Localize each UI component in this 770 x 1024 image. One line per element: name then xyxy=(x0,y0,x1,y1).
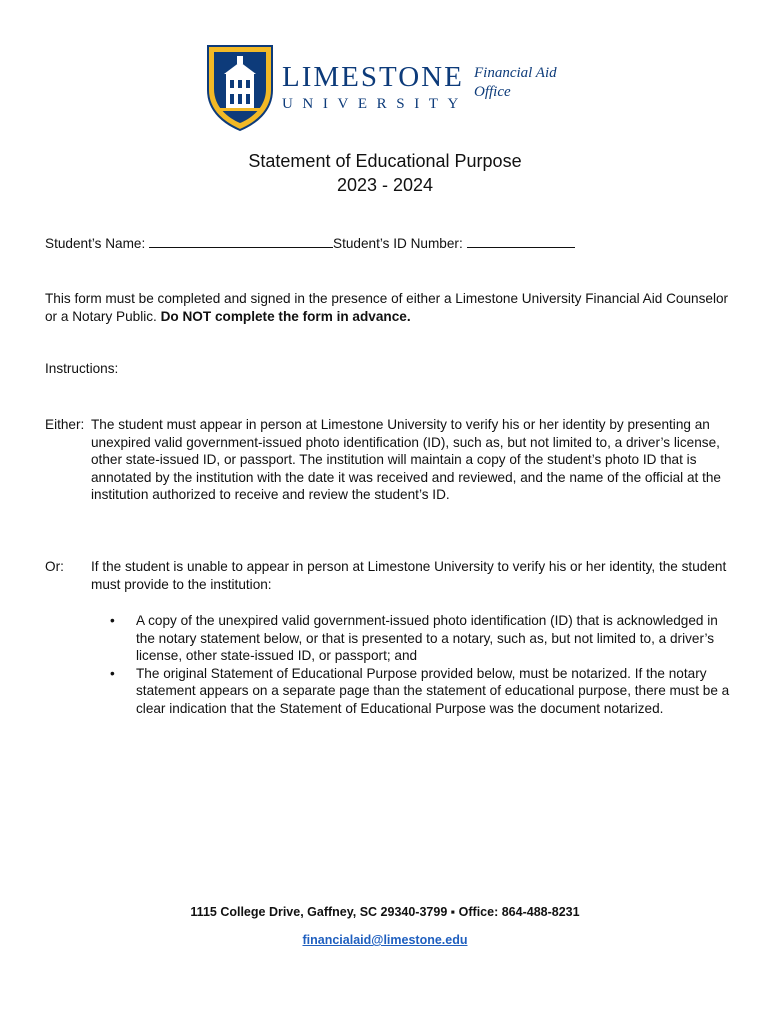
office-line1: Financial Aid xyxy=(474,65,557,81)
bullet-icon: • xyxy=(110,613,115,628)
list-item xyxy=(108,665,738,718)
logo-subword: UNIVERSITY xyxy=(282,96,468,112)
intro-warning: Do NOT complete the form in advance. xyxy=(160,308,411,324)
bullet-icon: • xyxy=(110,665,115,681)
university-logo xyxy=(206,44,576,136)
document-title: Statement of Educational Purpose xyxy=(248,151,522,171)
list-item-text: The original Statement of Educational Purpose provided below, must be notarized. If the notary statement appears on a separate page than the statement of educational purpose, there must be a clear indication that the Statement of Educational Purpose was the document notarized. xyxy=(136,665,730,716)
office-label xyxy=(474,64,584,102)
logo-word: LIMESTONE xyxy=(282,61,464,93)
document-year: 2023 - 2024 xyxy=(336,175,434,195)
intro-paragraph xyxy=(45,290,735,325)
logo-wordmark xyxy=(282,62,468,114)
student-fields xyxy=(45,235,575,253)
either-body: The student must appear in person at Limestone University to verify his or her identity by presenting an unexpired valid government-issued photo identification (ID), such as, but not limited to, a driver’s license, other state-issued ID, or passport. The institution will maintain a copy of the student’s photo ID that is annotated by the institution with the date it was received and reviewed, and the name of the official at the institution authorized to receive and review the student’s ID. xyxy=(91,417,721,503)
student-name-blank[interactable] xyxy=(149,235,333,248)
footer-address: 1115 College Drive, Gaffney, SC 29340-3799 ▪ Office: 864-488-8231 xyxy=(190,905,580,919)
instructions-heading: Instructions: xyxy=(45,361,119,376)
list-item-text: A copy of the unexpired valid government-issued photo identification (ID) that is acknowledged in the notary statement below, or that is presented to a notary, such as, but not limited to, a driver’s license, other state-issued ID, or passport; and xyxy=(136,613,718,664)
shield-crest-icon xyxy=(206,44,274,132)
or-label: Or: xyxy=(45,559,64,574)
email-link[interactable]: financialaid@limestone.edu xyxy=(302,933,468,947)
intro-text: This form must be completed and signed in the presence of either a Limestone University Financial Aid Counselor or a Notary Public. xyxy=(45,291,729,324)
student-name-label: Student’s Name: xyxy=(45,236,150,251)
footer-email xyxy=(0,932,770,948)
office-line2: Office xyxy=(474,84,511,100)
student-id-blank[interactable] xyxy=(467,235,575,248)
or-body: If the student is unable to appear in person at Limestone University to verify his or her identity, the student must provide to the institution: xyxy=(91,559,727,592)
list-item xyxy=(108,612,738,665)
either-label: Either: xyxy=(45,417,85,432)
requirements-list xyxy=(108,612,738,718)
student-id-label: Student’s ID Number: xyxy=(333,236,467,251)
